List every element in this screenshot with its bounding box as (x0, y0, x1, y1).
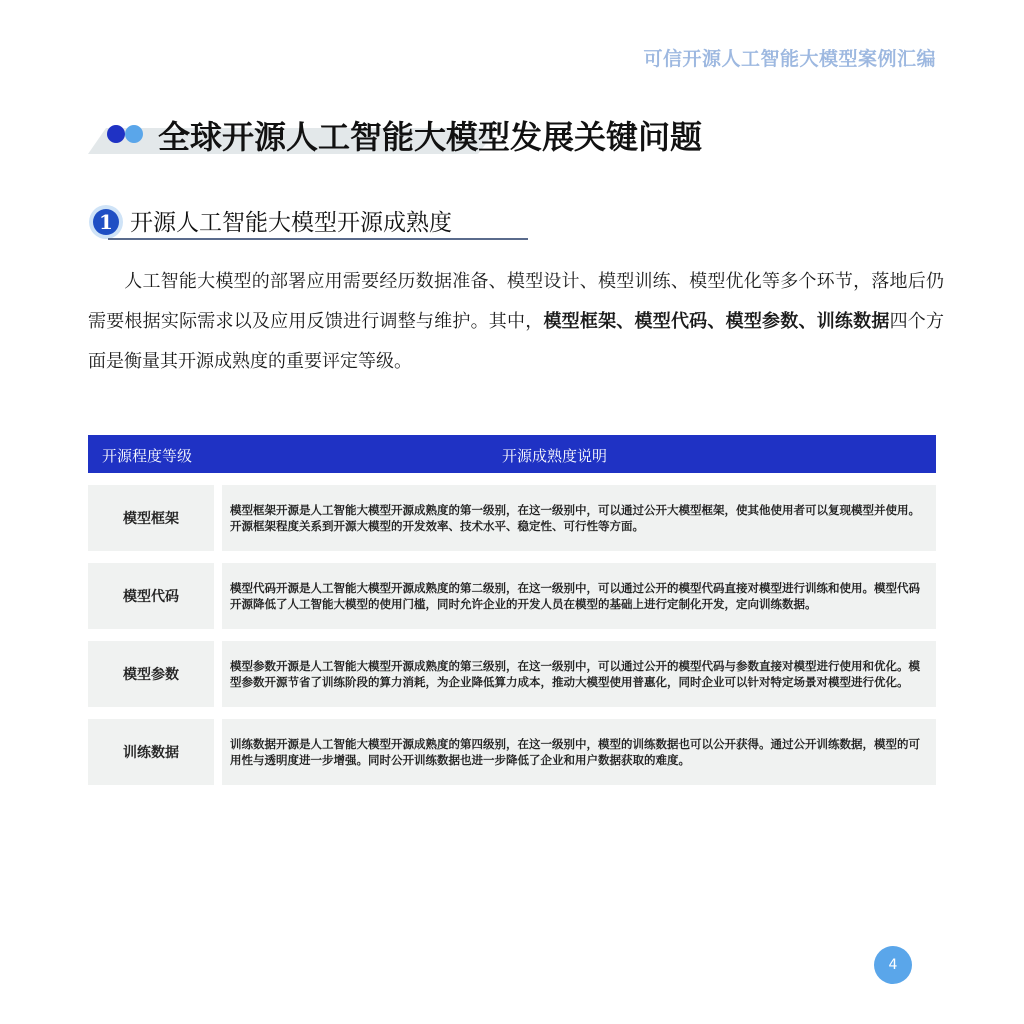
intro-bold-text: 模型框架、模型代码、模型参数、训练数据 (543, 311, 890, 332)
row-description (222, 485, 936, 551)
section-number: 1 (99, 210, 113, 234)
table-header-desc: 开源成熟度说明 (502, 447, 608, 465)
intro-text-1: 人工智能大模型的部署应用需要经历数据准备、模型设计、模型训练、模型优化等多个环节，落地后仍需要根据实际需求以及应用反馈进行调整与维护。其中， (88, 271, 944, 332)
row-level: 训练数据 (88, 719, 214, 785)
section-underline (108, 238, 528, 240)
row-level: 模型框架 (88, 485, 214, 551)
row-description (222, 719, 936, 785)
maturity-table (88, 435, 936, 785)
table-row (88, 563, 936, 629)
table-header-level: 开源程度等级 (102, 447, 193, 465)
table-header (88, 435, 936, 473)
intro-text-2: 四个方面是衡量其开源成熟度的重要评定等级。 (88, 311, 945, 372)
row-description-text: 模型框架开源是人工智能大模型开源成熟度的第一级别，在这一级别中，可以通过公开大模型框架，使其他使用者可以复现模型并使用。开源框架程度关系到开源大模型的开发效率、技术水平、稳定性、可行性等方面。 (230, 503, 920, 533)
row-description-text: 模型参数开源是人工智能大模型开源成熟度的第三级别，在这一级别中，可以通过公开的模型代码与参数直接对模型进行使用和优化。模型参数开源节省了训练阶段的算力消耗，为企业降低算力成本，推动大模型使用普惠化，同时企业可以针对特定场景对模型进行优化。 (230, 659, 920, 689)
chapter-title: 全球开源人工智能大模型发展关键问题 (158, 118, 703, 156)
chapter-heading (88, 108, 703, 156)
row-description-text: 模型代码开源是人工智能大模型开源成熟度的第二级别，在这一级别中，可以通过公开的模型代码直接对模型进行训练和使用。模型代码开源降低了人工智能大模型的使用门槛，同时允许企业的开发人员在模型的基础上进行定制化开发，定向训练数据。 (230, 581, 920, 611)
table-row (88, 719, 936, 785)
intro-paragraph (88, 262, 944, 382)
page-number: 4 (874, 946, 912, 984)
row-description-text: 训练数据开源是人工智能大模型开源成熟度的第四级别，在这一级别中，模型的训练数据也可以公开获得。通过公开训练数据，模型的可用性与透明度进一步增强。同时公开训练数据也进一步降低了企业和用户数据获取的难度。 (230, 737, 920, 767)
table-row (88, 485, 936, 551)
row-level: 模型参数 (88, 641, 214, 707)
row-description (222, 563, 936, 629)
row-level: 模型代码 (88, 563, 214, 629)
section-title: 开源人工智能大模型开源成熟度 (130, 210, 452, 236)
running-header: 可信开源人工智能大模型案例汇编 (643, 48, 936, 70)
row-description (222, 641, 936, 707)
table-row (88, 641, 936, 707)
